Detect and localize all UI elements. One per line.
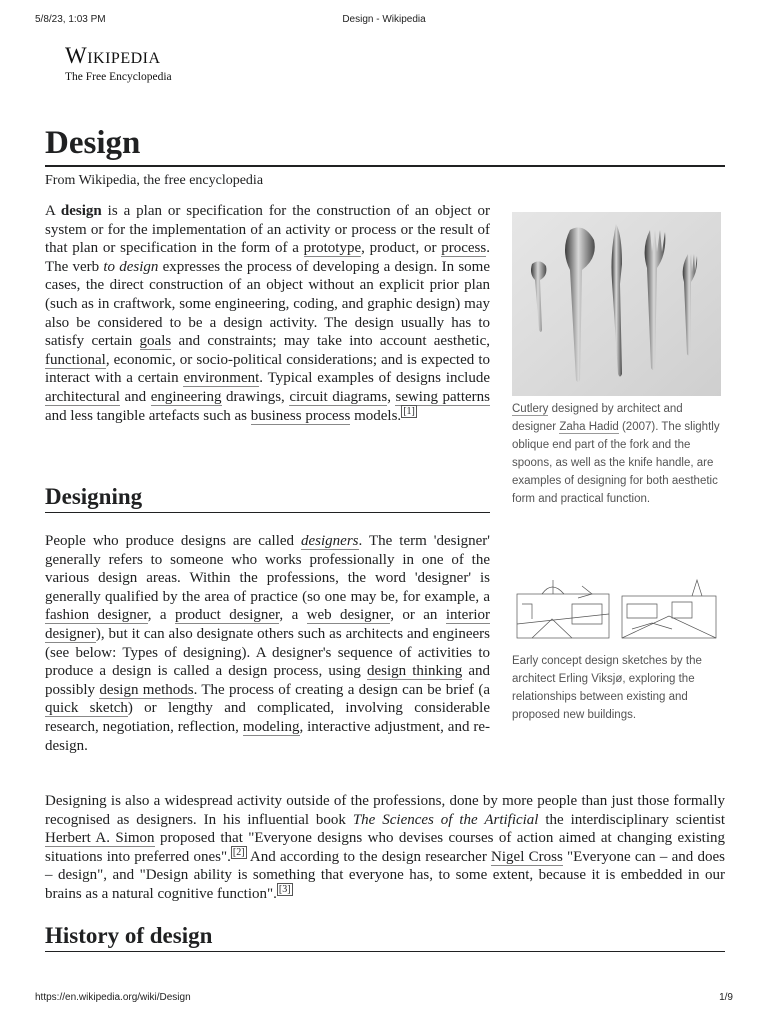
designing-body xyxy=(45,532,490,755)
link-architectural[interactable]: architectural xyxy=(45,388,120,405)
designing-section xyxy=(45,484,490,513)
heading-history: History of design xyxy=(45,923,725,952)
link-zaha-hadid[interactable]: Zaha Hadid xyxy=(559,421,619,433)
print-date: 5/8/23, 1:03 PM xyxy=(35,14,106,25)
link-circuit-diagrams[interactable]: circuit diagrams xyxy=(289,388,388,405)
link-nigel-cross[interactable]: Nigel Cross xyxy=(491,848,563,865)
print-url: https://en.wikipedia.org/wiki/Design xyxy=(35,992,191,1003)
wikipedia-logo[interactable] xyxy=(65,44,172,83)
link-design-thinking[interactable]: design thinking xyxy=(366,663,463,680)
link-modeling[interactable]: modeling xyxy=(242,718,300,735)
link-designers[interactable]: designers xyxy=(301,533,359,549)
caption-cutlery: Cutlery designed by architect and designer Zaha Hadid (2007). The slightly oblique end part of the fork and the spoons, as well as the knife handle, are examples of designing for both aesthetic form and practical function. xyxy=(512,403,720,505)
cutlery-image[interactable] xyxy=(512,212,721,396)
ref-3[interactable]: [3] xyxy=(278,883,291,895)
print-page-number: 1/9 xyxy=(719,992,733,1003)
link-herbert-simon[interactable]: Herbert A. Simon xyxy=(45,830,155,847)
link-interior-designer[interactable]: interior designer xyxy=(45,607,490,642)
link-prototype[interactable]: prototype xyxy=(303,240,362,257)
figure-sketches xyxy=(512,574,722,724)
link-business-process[interactable]: business process xyxy=(250,407,351,424)
link-quick-sketch[interactable]: quick sketch xyxy=(45,700,128,717)
link-engineering[interactable]: engineering xyxy=(150,388,222,405)
link-web-designer[interactable]: web designer xyxy=(306,607,391,624)
link-environment[interactable]: environment xyxy=(183,370,260,387)
print-header xyxy=(35,14,733,30)
link-cutlery[interactable]: Cutlery xyxy=(512,403,549,415)
article-header xyxy=(45,125,725,189)
link-process[interactable]: process xyxy=(441,240,487,257)
print-footer xyxy=(35,992,733,1006)
history-section xyxy=(45,923,725,952)
link-goals[interactable]: goals xyxy=(139,333,172,350)
link-product-designer[interactable]: product designer xyxy=(174,607,280,624)
link-functional[interactable]: functional xyxy=(45,351,106,368)
intro-section xyxy=(45,202,490,425)
logo-tagline: The Free Encyclopedia xyxy=(65,71,172,83)
logo-wordmark: Wikipedia xyxy=(65,43,161,68)
ref-2[interactable]: [2] xyxy=(232,846,245,858)
print-title: Design - Wikipedia xyxy=(342,14,426,25)
heading-designing: Designing xyxy=(45,484,490,513)
link-design-methods[interactable]: design methods xyxy=(99,681,194,698)
from-line: From Wikipedia, the free encyclopedia xyxy=(45,173,264,188)
designing-paragraph-2-wrap xyxy=(45,792,725,904)
ref-1[interactable]: [1] xyxy=(403,405,415,417)
designing-paragraph-1: People who produce designs are called designers. The term 'designer' generally refers to someone who works professionally in one of the various design areas. Within the professions, the word 'designer' is generally qualified by the area of practice (so one may be, for example, a fashion designer, a product designer, a web designer, or an interior designer), but it can also designate others such as architects and engineers (see below: Types of designing). A designer's sequence of activities to produce a design is called a design process, using design thinking and possibly design methods. The process of creating a design can be brief (a quick sketch) or lengthy and complicated, involving considerable research, negotiation, reflection, modeling, interactive adjustment, and re-design. xyxy=(45,533,490,754)
link-fashion-designer[interactable]: fashion designer xyxy=(45,607,148,624)
designing-paragraph-2: Designing is also a widespread activity outside of the professions, done by more people than just those formally recognised as designers. In his influential book The Sciences of the Artificial the interdisciplinary scientist Herbert A. Simon proposed that "Everyone designs who devises courses of action aimed at changing existing situations into preferred ones". [2] And according to the design researcher Nigel Cross "Everyone can – and does – design", and "Design ability is something that everyone has, to some extent, because it is embedded in our brains as a natural cognitive function". [3] xyxy=(45,793,725,902)
link-sewing-patterns[interactable]: sewing patterns xyxy=(395,388,491,405)
page-title: Design xyxy=(45,125,725,167)
caption-sketches: Early concept design sketches by the architect Erling Viksjø, exploring the relationships between existing and proposed new buildings. xyxy=(512,655,702,721)
design-term: design xyxy=(60,203,102,219)
intro-paragraph: A design is a plan or specification for the construction of an object or system or for the implementation of an activity or process or the result of that plan or specification in the form of a prototype, product, or process. The verb to design expresses the process of developing a design. In some cases, the direct construction of an object without an explicit prior plan (such as in craftwork, some engineering, coding, and graphic design) may also be considered to be a design activity. The design usually has to satisfy certain goals and constraints; may take into account aesthetic, functional, economic, or socio-political considerations; and is expected to interact with a certain environment. Typical examples of designs include architectural and engineering drawings, circuit diagrams, sewing patterns and less tangible artefacts such as business process models. [1] xyxy=(45,203,491,424)
figure-cutlery xyxy=(512,212,722,508)
sketches-image[interactable] xyxy=(512,574,721,644)
